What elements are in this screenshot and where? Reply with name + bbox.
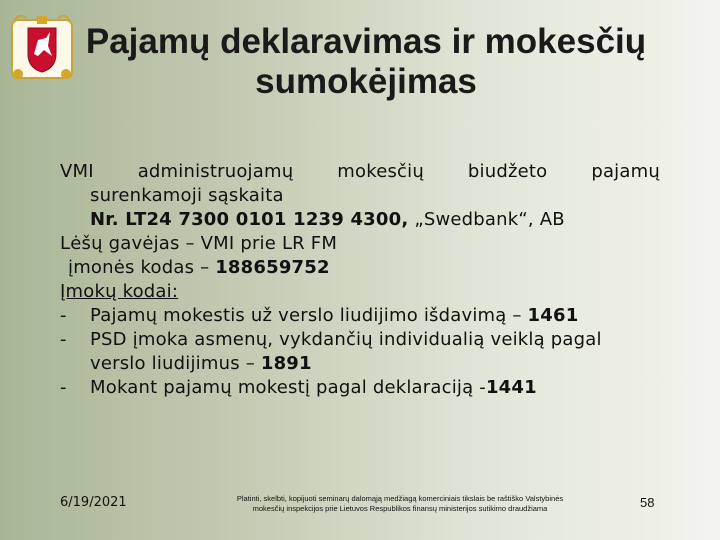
account-number: Nr. LT24 7300 0101 1239 4300, — [90, 209, 409, 230]
list-item — [60, 376, 660, 400]
word: mokesčių — [337, 161, 424, 182]
slide-body — [60, 160, 660, 400]
payee-line: Lėšų gavėjas – VMI prie LR FM — [60, 233, 338, 254]
word: VMI — [60, 161, 94, 182]
page-number: 58 — [640, 495, 655, 510]
item-text: Pajamų mokestis už verslo liudijimo išdavimą – — [90, 305, 528, 326]
account-number-line — [60, 208, 660, 232]
title-line-1: Pajamų deklaravimas ir mokesčių — [85, 22, 647, 61]
company-code-value: 188659752 — [215, 257, 330, 278]
list-dash: - — [60, 329, 67, 350]
item-text-2: verslo liudijimus – — [90, 353, 261, 374]
list-item — [60, 304, 660, 328]
footer-note — [190, 494, 610, 514]
company-code-label: įmonės kodas – — [68, 257, 216, 278]
item-text: Mokant pajamų mokestį pagal deklaraciją - — [90, 377, 486, 398]
list-item — [60, 328, 660, 376]
payment-codes-heading: Įmokų kodai: — [60, 281, 179, 302]
footer-date: 6/19/2021 — [60, 495, 127, 510]
word: administruojamų — [137, 161, 294, 182]
bank-name: „Swedbank“, AB — [408, 209, 565, 230]
title-line-2: sumokėjimas — [255, 62, 477, 101]
company-code-line — [60, 256, 660, 280]
account-intro-line — [60, 160, 660, 184]
item-text: PSD įmoka asmenų, vykdančių individualią veiklą pagal — [90, 329, 602, 350]
word: biudžeto — [467, 161, 548, 182]
slide-title — [56, 22, 676, 102]
footer-note-line-2: mokesčių inspekcijos prie Lietuvos Respublikos finansų ministerijos sutikimo draudžiama — [252, 504, 548, 513]
list-dash: - — [60, 305, 67, 326]
footer-note-line-1: Platinti, skelbti, kopijuoti seminarų dalomąją medžiagą komerciniais tikslais be raštiško Valstybinės — [236, 494, 564, 503]
item-code: 1441 — [485, 377, 537, 398]
word: pajamų — [591, 161, 660, 182]
list-dash: - — [60, 377, 67, 398]
item-code: 1891 — [260, 353, 312, 374]
item-code: 1461 — [527, 305, 579, 326]
account-intro-line-2: surenkamoji sąskaita — [90, 185, 284, 206]
